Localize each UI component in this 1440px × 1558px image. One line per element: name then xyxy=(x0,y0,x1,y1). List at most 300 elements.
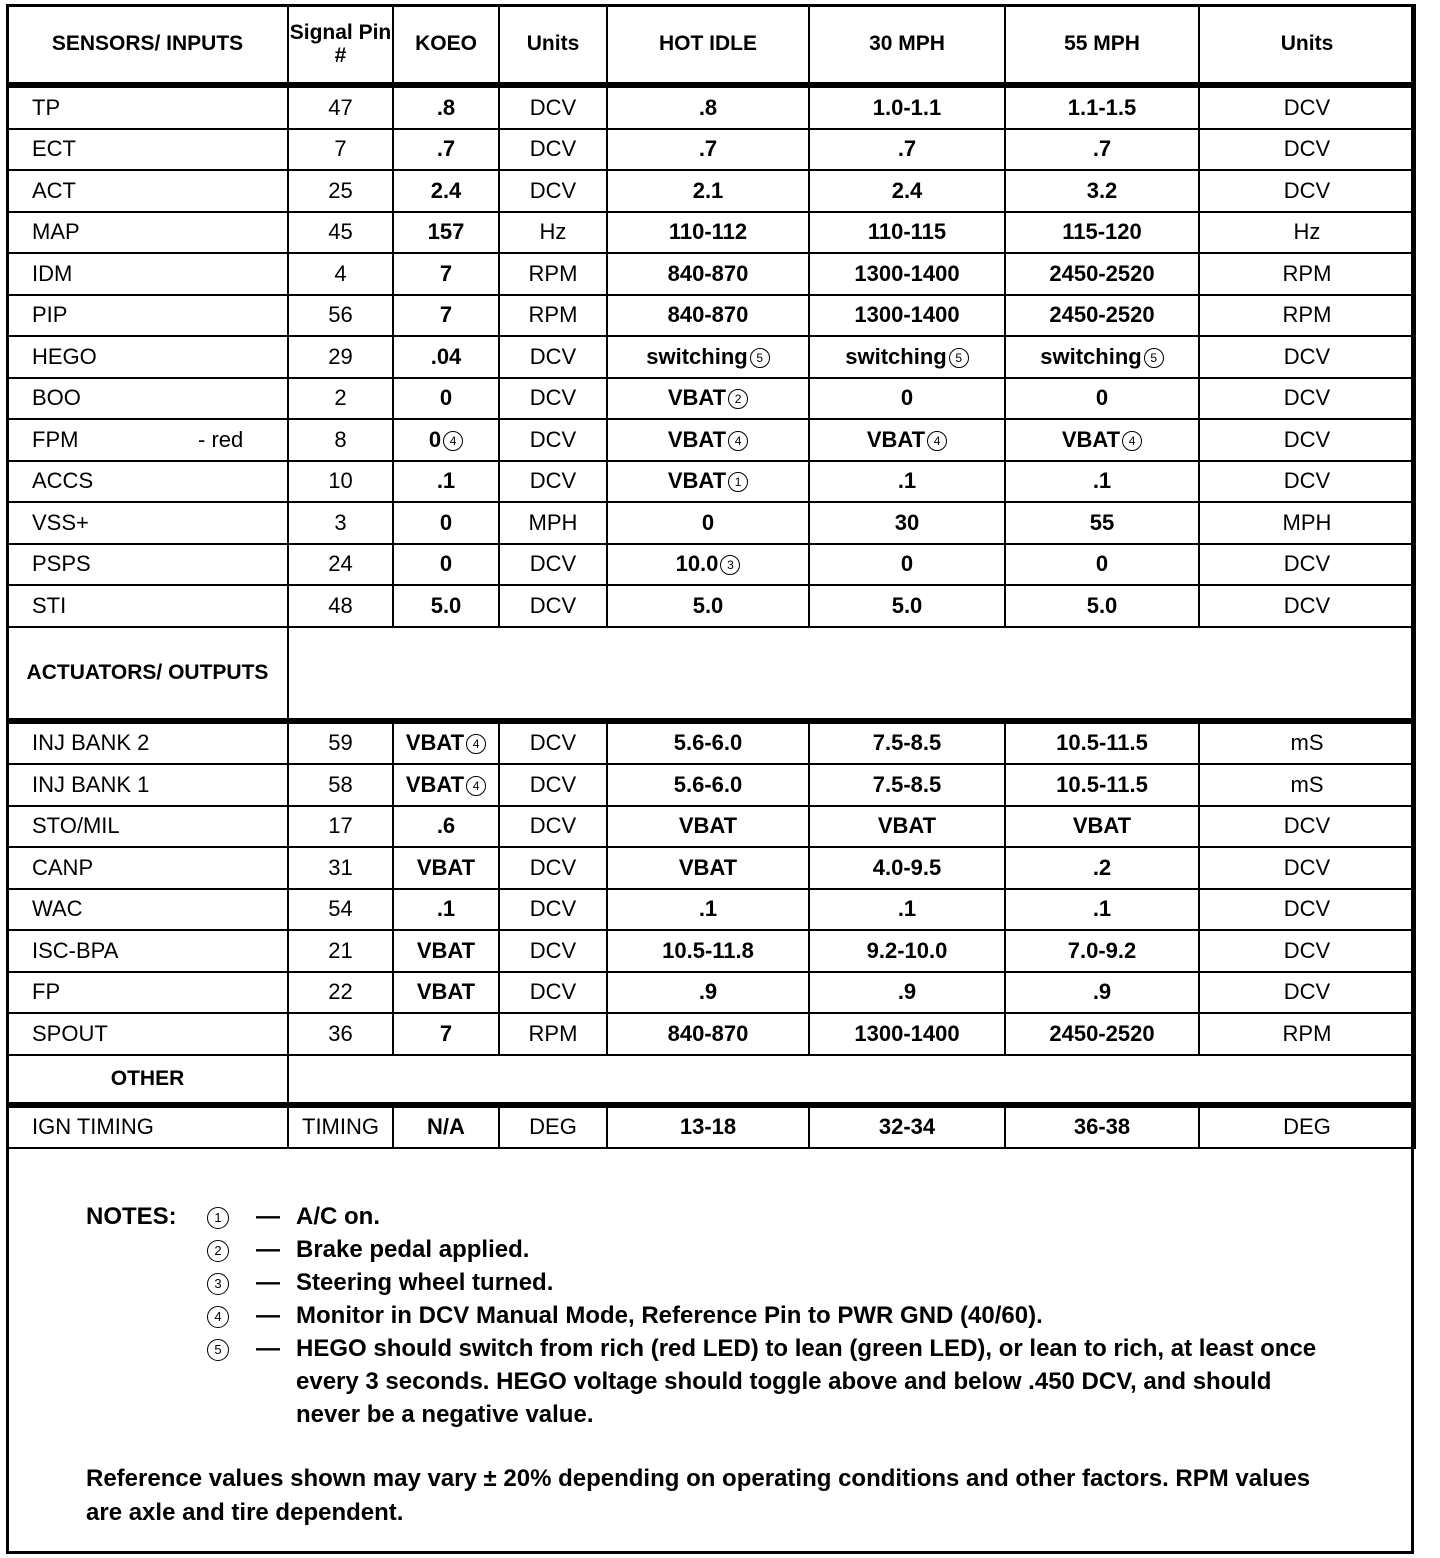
sensor-cell-units2 xyxy=(1199,585,1415,627)
cell-value: DCV xyxy=(529,177,577,203)
actuator-cell-idle xyxy=(607,806,809,848)
sensor-cell-m55 xyxy=(1005,170,1199,212)
cell-value: DCV xyxy=(1283,937,1331,963)
sensor-cell-m55 xyxy=(1005,378,1199,420)
sensor-row-act xyxy=(7,170,1415,212)
cell-value: DCV xyxy=(1283,592,1331,618)
sensor-cell-idle xyxy=(607,295,809,337)
sensor-row-tp xyxy=(7,85,1415,129)
sensor-cell-m30 xyxy=(809,336,1005,378)
actuator-cell-m55 xyxy=(1005,1013,1199,1055)
sensor-cell-pin xyxy=(288,461,393,503)
cell-value: DCV xyxy=(529,854,577,880)
other-cell-units xyxy=(499,1105,607,1149)
cell-value: 45 xyxy=(328,219,353,245)
cell-value: 9.2-10.0 xyxy=(866,937,948,963)
sensor-cell-m55 xyxy=(1005,419,1199,461)
footer-text: Reference values shown may vary ± 20% depending on operating conditions and other factors. RPM values are axle and tire dependent. xyxy=(86,1465,1311,1526)
cell-value: .9 xyxy=(698,979,718,1005)
sensor-cell-koeo xyxy=(393,378,499,420)
sensor-row-pip xyxy=(7,295,1415,337)
cell-value: 31 xyxy=(328,854,353,880)
actuator-row-inj-bank-1 xyxy=(7,764,1415,806)
cell-value: DCV xyxy=(1283,343,1331,369)
sensor-cell-koeo xyxy=(393,212,499,254)
cell-value: 2 xyxy=(334,385,347,411)
cell-value: .04 xyxy=(430,343,462,369)
actuator-cell-m30 xyxy=(809,972,1005,1014)
cell-value: 10.5-11.8 xyxy=(662,937,754,963)
actuator-row-spout xyxy=(7,1013,1415,1055)
sensor-cell-name xyxy=(7,419,288,461)
actuator-cell-units2 xyxy=(1199,1013,1415,1055)
sensor-cell-m30 xyxy=(809,378,1005,420)
sensor-cell-pin xyxy=(288,502,393,544)
cell-value: DCV xyxy=(529,592,577,618)
cell-value: 3 xyxy=(334,509,347,535)
actuator-cell-units xyxy=(499,721,607,765)
cell-value: DCV xyxy=(529,813,577,839)
sensor-cell-units2 xyxy=(1199,295,1415,337)
cell-value: 5.6-6.0 xyxy=(673,730,743,756)
actuators-title: ACTUATORS/ OUTPUTS xyxy=(7,627,288,721)
actuator-cell-m55 xyxy=(1005,764,1199,806)
cell-value: VBAT xyxy=(416,937,476,963)
actuator-cell-koeo xyxy=(393,930,499,972)
cell-value: 2450-2520 xyxy=(1049,1020,1155,1046)
cell-value: 7.5-8.5 xyxy=(872,771,942,797)
cell-value: 48 xyxy=(328,592,353,618)
actuator-row-isc-bpa xyxy=(7,930,1415,972)
sensor-cell-koeo xyxy=(393,419,499,461)
cell-value: VBAT xyxy=(678,854,738,880)
other-cell-m30 xyxy=(809,1105,1005,1149)
sensor-cell-idle xyxy=(607,85,809,129)
actuator-cell-m55 xyxy=(1005,721,1199,765)
note-text-1: A/C on. xyxy=(296,1203,380,1230)
cell-value: 2450-2520 xyxy=(1049,302,1155,328)
sensor-cell-koeo xyxy=(393,253,499,295)
cell-value: RPM xyxy=(1282,260,1332,286)
note-number-2: 2 xyxy=(207,1240,229,1262)
cell-value: INJ BANK 1 xyxy=(32,771,150,797)
cell-value: 5.0 xyxy=(891,592,923,618)
cell-value: RPM xyxy=(528,1020,578,1046)
cell-value: .1 xyxy=(1092,896,1112,922)
cell-value: 10 xyxy=(328,468,353,494)
footnote-marker: 4 xyxy=(466,734,486,754)
cell-value: ECT xyxy=(32,136,76,162)
note-number-5: 5 xyxy=(207,1339,229,1361)
footnote-marker: 2 xyxy=(728,389,748,409)
cell-value: 110-115 xyxy=(867,219,947,245)
cell-value: 5.0 xyxy=(692,592,724,618)
sensor-cell-pin xyxy=(288,212,393,254)
note-text-3: Steering wheel turned. xyxy=(296,1269,554,1296)
cell-value: DCV xyxy=(529,896,577,922)
cell-value: VSS+ xyxy=(32,509,89,535)
other-section-row xyxy=(7,1055,1415,1105)
sensor-cell-name xyxy=(7,85,288,129)
cell-value: VBAT xyxy=(1061,426,1121,452)
other-cell-koeo xyxy=(393,1105,499,1149)
cell-value: PIP xyxy=(32,302,68,328)
note-number-4: 4 xyxy=(207,1306,229,1328)
cell-value: 10.5-11.5 xyxy=(1056,771,1148,797)
cell-value: .6 xyxy=(436,813,456,839)
notes-section xyxy=(86,1200,1326,1431)
sensor-cell-name xyxy=(7,336,288,378)
actuator-cell-m55 xyxy=(1005,972,1199,1014)
sensor-cell-koeo xyxy=(393,544,499,586)
sensor-cell-units xyxy=(499,85,607,129)
cell-value: 47 xyxy=(328,94,353,120)
sensor-cell-m30 xyxy=(809,419,1005,461)
sensor-cell-units2 xyxy=(1199,419,1415,461)
sensor-cell-m55 xyxy=(1005,129,1199,171)
sensor-cell-units xyxy=(499,212,607,254)
other-cell-units2 xyxy=(1199,1105,1415,1149)
sensor-row-sti xyxy=(7,585,1415,627)
cell-value: MPH xyxy=(1282,509,1332,535)
actuator-cell-units2 xyxy=(1199,930,1415,972)
cell-value: DCV xyxy=(529,771,577,797)
cell-value: VBAT xyxy=(667,426,727,452)
actuator-cell-koeo xyxy=(393,806,499,848)
header-units: Units xyxy=(499,5,607,85)
cell-value: 2450-2520 xyxy=(1049,260,1155,286)
note-row xyxy=(86,1299,1326,1332)
cell-value: DCV xyxy=(529,468,577,494)
cell-value: STO/MIL xyxy=(32,813,120,839)
sensor-cell-m55 xyxy=(1005,295,1199,337)
cell-value: 0 xyxy=(439,551,453,577)
sensor-cell-pin xyxy=(288,544,393,586)
actuator-cell-name xyxy=(7,972,288,1014)
footnote-marker: 5 xyxy=(949,348,969,368)
cell-value: 840-870 xyxy=(667,260,749,286)
cell-value: 840-870 xyxy=(667,302,749,328)
actuator-cell-m30 xyxy=(809,1013,1005,1055)
note-dash: — xyxy=(256,1269,280,1296)
cell-value: 8 xyxy=(334,426,347,452)
actuator-cell-pin xyxy=(288,889,393,931)
other-cell-m55 xyxy=(1005,1105,1199,1149)
sensor-cell-idle xyxy=(607,502,809,544)
cell-value: TP xyxy=(32,94,61,120)
footnote-marker: 4 xyxy=(443,431,463,451)
sensor-cell-m30 xyxy=(809,295,1005,337)
note-row xyxy=(86,1266,1326,1299)
sensor-cell-units xyxy=(499,585,607,627)
cell-value: DCV xyxy=(1283,854,1331,880)
cell-value: 110-112 xyxy=(668,219,748,245)
sensor-cell-pin xyxy=(288,170,393,212)
sensor-cell-name xyxy=(7,170,288,212)
note-dash: — xyxy=(256,1302,280,1329)
sensor-cell-m55 xyxy=(1005,502,1199,544)
sensor-cell-pin xyxy=(288,295,393,337)
cell-value: TIMING xyxy=(302,1114,379,1140)
cell-value: .7 xyxy=(698,136,718,162)
cell-value: WAC xyxy=(32,896,83,922)
sensor-cell-m30 xyxy=(809,253,1005,295)
sensor-cell-koeo xyxy=(393,585,499,627)
sensor-cell-name xyxy=(7,129,288,171)
actuator-cell-m30 xyxy=(809,764,1005,806)
sensor-cell-idle xyxy=(607,336,809,378)
cell-value: 54 xyxy=(328,896,353,922)
cell-value: switching xyxy=(1040,343,1142,369)
cell-value: 24 xyxy=(328,551,353,577)
sensor-cell-m55 xyxy=(1005,85,1199,129)
sensor-cell-units xyxy=(499,502,607,544)
cell-value: 25 xyxy=(328,177,353,203)
cell-value: .2 xyxy=(1092,854,1112,880)
cell-value: 2.1 xyxy=(692,177,724,203)
sensor-cell-units2 xyxy=(1199,502,1415,544)
actuator-cell-units xyxy=(499,1013,607,1055)
cell-value: switching xyxy=(845,343,947,369)
sensor-cell-units2 xyxy=(1199,544,1415,586)
cell-value: 17 xyxy=(328,813,353,839)
sensor-cell-idle xyxy=(607,461,809,503)
note-number-3: 3 xyxy=(207,1273,229,1295)
cell-value: DCV xyxy=(529,551,577,577)
cell-value: 0 xyxy=(439,509,453,535)
other-title: OTHER xyxy=(7,1055,288,1105)
actuator-row-fp xyxy=(7,972,1415,1014)
actuator-cell-idle xyxy=(607,847,809,889)
other-cell-pin xyxy=(288,1105,393,1149)
sensor-cell-units2 xyxy=(1199,336,1415,378)
cell-value: 29 xyxy=(328,343,353,369)
cell-value: ISC-BPA xyxy=(32,937,119,963)
note-dash: — xyxy=(256,1236,280,1263)
cell-value: VBAT xyxy=(877,813,937,839)
sensor-row-map xyxy=(7,212,1415,254)
cell-value: 4.0-9.5 xyxy=(872,854,942,880)
sensor-cell-units xyxy=(499,295,607,337)
sensor-row-accs xyxy=(7,461,1415,503)
cell-value: 0 xyxy=(439,385,453,411)
actuator-cell-units2 xyxy=(1199,889,1415,931)
cell-value: VBAT xyxy=(1072,813,1132,839)
cell-value: 4 xyxy=(334,260,347,286)
actuator-cell-units xyxy=(499,764,607,806)
cell-value: 0 xyxy=(900,551,914,577)
sensor-cell-m30 xyxy=(809,585,1005,627)
cell-value: 10.0 xyxy=(675,551,719,577)
note-row xyxy=(86,1332,1326,1431)
notes-label: NOTES: xyxy=(86,1203,177,1230)
actuator-cell-name xyxy=(7,1013,288,1055)
actuator-cell-idle xyxy=(607,1013,809,1055)
sensor-cell-name xyxy=(7,544,288,586)
cell-value: DCV xyxy=(1283,468,1331,494)
sensors-body xyxy=(7,85,1415,627)
sensor-cell-m30 xyxy=(809,170,1005,212)
sensor-cell-pin xyxy=(288,253,393,295)
cell-value: 7 xyxy=(439,302,453,328)
cell-value: VBAT xyxy=(405,730,465,756)
row-name-suffix: - red xyxy=(198,426,244,452)
cell-value: 58 xyxy=(328,771,353,797)
header-sensors: SENSORS/ INPUTS xyxy=(7,5,288,85)
cell-value: N/A xyxy=(427,1114,465,1140)
cell-value: 0 xyxy=(701,509,715,535)
cell-value: DEG xyxy=(529,1114,577,1140)
sensor-cell-m30 xyxy=(809,502,1005,544)
cell-value: 2.4 xyxy=(430,177,462,203)
actuator-cell-pin xyxy=(288,930,393,972)
sensor-row-psps xyxy=(7,544,1415,586)
cell-value: .1 xyxy=(1092,468,1112,494)
actuator-cell-koeo xyxy=(393,847,499,889)
cell-value: 36 xyxy=(328,1020,353,1046)
cell-value: MPH xyxy=(528,509,578,535)
actuators-body xyxy=(7,721,1415,1055)
actuator-cell-name xyxy=(7,847,288,889)
cell-value: 1300-1400 xyxy=(854,260,960,286)
cell-value: 7 xyxy=(439,1020,453,1046)
footnote-marker: 4 xyxy=(927,431,947,451)
sensor-cell-m55 xyxy=(1005,212,1199,254)
cell-value: .8 xyxy=(436,94,456,120)
cell-value: 1.1-1.5 xyxy=(1067,94,1137,120)
footnote-marker: 5 xyxy=(750,348,770,368)
other-row-ign-timing xyxy=(7,1105,1415,1149)
cell-value: 0 xyxy=(428,426,442,452)
sensor-cell-name xyxy=(7,378,288,420)
cell-value: Hz xyxy=(539,219,567,245)
actuator-cell-units xyxy=(499,847,607,889)
cell-value: VBAT xyxy=(416,979,476,1005)
cell-value: 55 xyxy=(1089,509,1115,535)
cell-value: DCV xyxy=(1283,426,1331,452)
actuator-cell-units2 xyxy=(1199,721,1415,765)
cell-value: 7.5-8.5 xyxy=(872,730,942,756)
cell-value: DCV xyxy=(1283,385,1331,411)
actuator-cell-units2 xyxy=(1199,972,1415,1014)
cell-value: RPM xyxy=(1282,1020,1332,1046)
cell-value: .8 xyxy=(698,94,718,120)
actuator-cell-koeo xyxy=(393,1013,499,1055)
cell-value: DCV xyxy=(529,979,577,1005)
cell-value: .1 xyxy=(897,896,917,922)
sensor-row-ect xyxy=(7,129,1415,171)
cell-value: FP xyxy=(32,979,61,1005)
footnote-marker: 4 xyxy=(1122,431,1142,451)
cell-value: DCV xyxy=(1283,813,1331,839)
sensor-cell-koeo xyxy=(393,129,499,171)
cell-value: 2.4 xyxy=(891,177,923,203)
sensor-cell-idle xyxy=(607,419,809,461)
diagnostic-values-table xyxy=(6,4,1416,1149)
cell-value: 7 xyxy=(334,136,347,162)
actuator-row-canp xyxy=(7,847,1415,889)
footnote-marker: 3 xyxy=(720,555,740,575)
cell-value: .1 xyxy=(897,468,917,494)
cell-value: .7 xyxy=(436,136,456,162)
cell-value: 1.0-1.1 xyxy=(872,94,942,120)
sensor-cell-m55 xyxy=(1005,253,1199,295)
cell-value: 7.0-9.2 xyxy=(1067,937,1137,963)
actuator-row-inj-bank-2 xyxy=(7,721,1415,765)
actuator-cell-pin xyxy=(288,721,393,765)
sensor-row-hego xyxy=(7,336,1415,378)
cell-value: 5.0 xyxy=(430,592,462,618)
cell-value: 13-18 xyxy=(679,1114,737,1140)
cell-value: .9 xyxy=(1092,979,1112,1005)
other-cell-idle xyxy=(607,1105,809,1149)
sensor-cell-name xyxy=(7,461,288,503)
note-text-5: HEGO should switch from rich (red LED) to lean (green LED), or lean to rich, at least once every 3 seconds. HEGO voltage should toggle above and below .450 DCV, and should never be a negative value. xyxy=(296,1335,1317,1428)
cell-value: DCV xyxy=(529,343,577,369)
actuator-cell-pin xyxy=(288,806,393,848)
actuator-cell-name xyxy=(7,764,288,806)
cell-value: 30 xyxy=(894,509,920,535)
sensor-cell-koeo xyxy=(393,336,499,378)
actuator-cell-units xyxy=(499,889,607,931)
sensor-cell-idle xyxy=(607,585,809,627)
header-30-mph: 30 MPH xyxy=(809,5,1005,85)
header-koeo: KOEO xyxy=(393,5,499,85)
cell-value: DCV xyxy=(529,136,577,162)
sensor-cell-units2 xyxy=(1199,85,1415,129)
actuator-cell-idle xyxy=(607,889,809,931)
cell-value: VBAT xyxy=(416,854,476,880)
sensor-cell-m30 xyxy=(809,212,1005,254)
actuator-cell-m55 xyxy=(1005,806,1199,848)
cell-value: RPM xyxy=(528,260,578,286)
cell-value: 10.5-11.5 xyxy=(1056,730,1148,756)
sensor-cell-idle xyxy=(607,170,809,212)
sensor-cell-idle xyxy=(607,129,809,171)
sensor-cell-pin xyxy=(288,129,393,171)
actuator-cell-idle xyxy=(607,764,809,806)
actuator-row-wac xyxy=(7,889,1415,931)
sensor-row-boo xyxy=(7,378,1415,420)
sensor-row-vss- xyxy=(7,502,1415,544)
sensor-cell-units xyxy=(499,419,607,461)
cell-value: 1300-1400 xyxy=(854,302,960,328)
actuator-cell-units xyxy=(499,806,607,848)
actuator-cell-m55 xyxy=(1005,847,1199,889)
note-number-1: 1 xyxy=(207,1207,229,1229)
actuator-cell-name xyxy=(7,930,288,972)
sensor-cell-koeo xyxy=(393,461,499,503)
cell-value: .9 xyxy=(897,979,917,1005)
actuator-cell-koeo xyxy=(393,764,499,806)
other-cell-name xyxy=(7,1105,288,1149)
header-hot-idle: HOT IDLE xyxy=(607,5,809,85)
sensor-cell-units2 xyxy=(1199,129,1415,171)
actuator-cell-koeo xyxy=(393,889,499,931)
cell-value: DCV xyxy=(529,730,577,756)
actuator-cell-idle xyxy=(607,972,809,1014)
actuator-cell-koeo xyxy=(393,721,499,765)
footnote-marker: 1 xyxy=(728,472,748,492)
cell-value: 157 xyxy=(427,219,465,245)
cell-value: MAP xyxy=(32,219,80,245)
note-row xyxy=(86,1200,1326,1233)
actuator-cell-m55 xyxy=(1005,889,1199,931)
cell-value: ACT xyxy=(32,177,76,203)
cell-value: switching xyxy=(646,343,748,369)
note-dash: — xyxy=(256,1203,280,1230)
sensor-cell-pin xyxy=(288,585,393,627)
